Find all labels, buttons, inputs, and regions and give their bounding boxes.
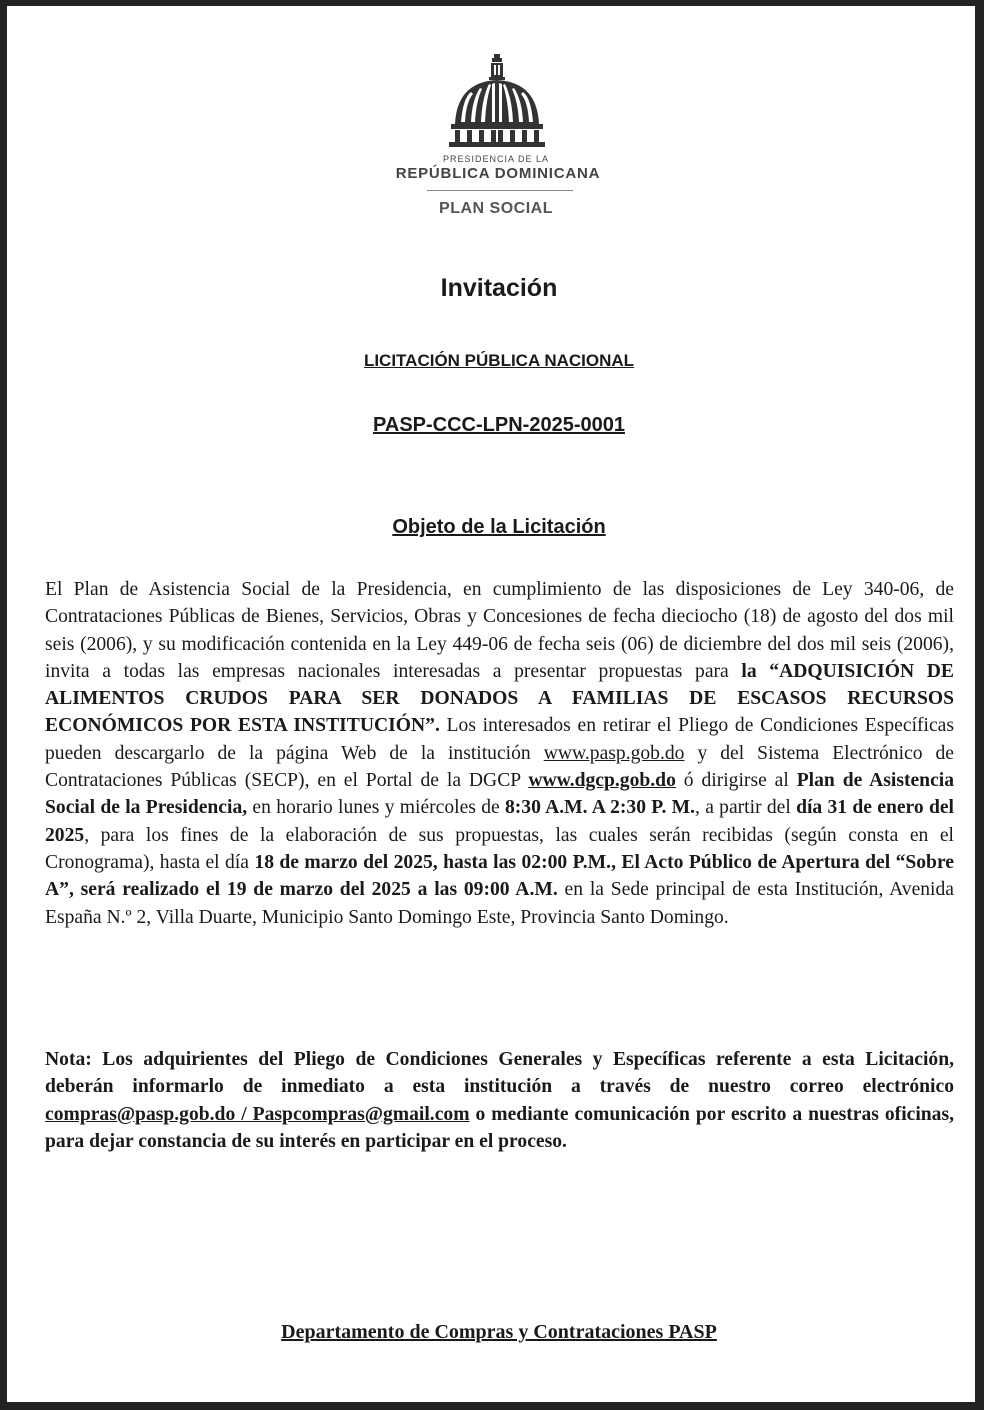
nota-text-1: Nota: Los adquirientes del Pliego de Condiciones Generales y Específicas referente a esta Licitación, deberán informarlo de inmediato a esta institución a través de nuestro correo electrónico (45, 1049, 954, 1098)
reference-code: PASP-CCC-LPN-2025-0001 (373, 414, 625, 436)
dome-icon (447, 54, 547, 150)
logo-presidencia-text: PRESIDENCIA DE LA (442, 154, 550, 164)
body-text-5: en horario lunes y miércoles de (247, 797, 505, 819)
body-text-2: Los interesados en retirar el Pliego de Condiciones Específicas pueden descargarlo de la página Web de la institución (45, 715, 954, 764)
nota-paragraph (45, 1046, 954, 1155)
body-bold-1: la “ADQUISICIÓN DE ALIMENTOS CRUDOS PARA SER DONADOS A FAMILIAS DE ESCASOS RECURSOS ECONÓMICOS POR ESTA INSTITUCIÓN”. (45, 660, 954, 737)
body-text-8: en la Sede principal de esta Institución, Avenida España N.º 2, Villa Duarte, Municipio Santo Domingo Este, Provincia Santo Domingo. (45, 879, 954, 928)
dgcp-website-link[interactable]: www.dgcp.gob.do (528, 770, 676, 792)
licitacion-type: LICITACIÓN PÚBLICA NACIONAL (363, 351, 635, 370)
nota-text-2: o mediante comunicación por escrito a nuestras oficinas, para dejar constancia de su interés en participar en el proceso. (45, 1103, 955, 1152)
body-text-6: , a partir del (695, 797, 797, 819)
logo-plan-social-text: PLAN SOCIAL (439, 200, 553, 217)
section-heading: Objeto de la Licitación (392, 516, 606, 538)
body-paragraph (45, 576, 954, 931)
body-text-1: El Plan de Asistencia Social de la Presidencia, en cumplimiento de las disposiciones de Ley 340-06, de Contrataciones Públicas de Bienes, Servicios, Obras y Concesiones de fecha dieciocho (18) de agosto del dos mil seis (2006), y su modificación contenida en la Ley 449-06 de fecha seis (06) de diciembre del dos mil seis (2006), invita a todas las empresas nacionales interesadas a presentar propuestas para (45, 579, 954, 682)
body-text-3: y del Sistema Electrónico de Contrataciones Públicas (SECP), en el Portal de la DGCP (45, 742, 954, 792)
email-links[interactable]: compras@pasp.gob.do / Paspcompras@gmail.com (45, 1103, 470, 1125)
body-bold-2: Plan de Asistencia Social de la Presidencia, (45, 770, 955, 819)
page-title: Invitación (440, 274, 558, 302)
body-text-4: ó dirigirse al (675, 770, 797, 792)
pasp-website-link[interactable]: www.pasp.gob.do (543, 742, 685, 764)
logo-divider (427, 190, 573, 191)
body-text-7: , para los fines de la elaboración de sus propuestas, las cuales serán recibidas (según consta en el Cronograma), hasta el día (45, 824, 954, 873)
footer-department: Departamento de Compras y Contrataciones PASP (281, 1321, 717, 1343)
logo-republica-text: REPÚBLICA DOMINICANA (395, 165, 601, 182)
body-bold-3: 8:30 A.M. A 2:30 P. M. (504, 797, 696, 819)
logo (375, 54, 625, 224)
body-bold-5: 18 de marzo del 2025, hasta las 02:00 P.M., El Acto Público de Apertura del “Sobre A”, será realizado el 19 de marzo del 2025 a las 09:00 A.M. (45, 851, 954, 901)
body-bold-4: día 31 de enero del 2025 (45, 797, 954, 846)
